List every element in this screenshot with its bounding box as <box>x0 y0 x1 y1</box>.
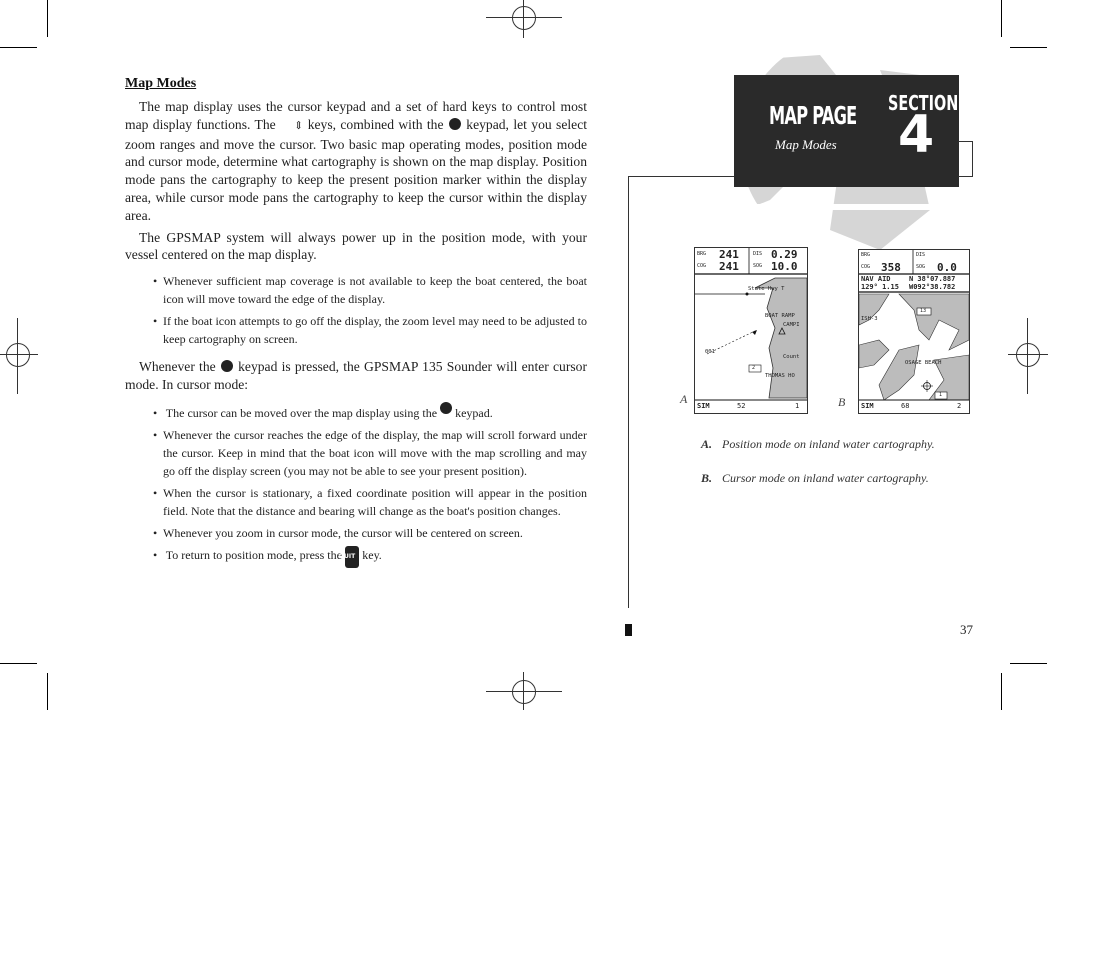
brg-value: 241 <box>719 248 739 261</box>
crop-mark <box>1001 0 1002 37</box>
tab-notch <box>958 141 973 177</box>
screen-label-a: A <box>680 392 688 406</box>
crop-mark <box>0 47 37 48</box>
sog-value: 10.0 <box>771 260 798 273</box>
paragraph-cursor-mode: Whenever the keypad is pressed, the GPSMAP 135 Sounder will enter cursor mode. In cursor mode: <box>125 359 587 392</box>
quit-key-icon: QUIT <box>345 546 359 568</box>
crop-mark <box>0 663 37 664</box>
map-label: 001 <box>705 349 715 355</box>
crop-mark <box>47 673 48 710</box>
cursor-keypad-icon <box>221 360 233 372</box>
list-item: • The cursor can be moved over the map display using the keypad. <box>153 402 587 422</box>
cog-label: COG <box>861 264 871 270</box>
caption-a: A. Position mode on inland water cartography. <box>701 437 935 451</box>
list-item: • Whenever sufficient map coverage is not available to keep the boat centered, the boat icon will move toward the edge of the display. <box>153 272 587 308</box>
dis-value: 0.29 <box>771 248 798 261</box>
margin-mark <box>625 624 632 636</box>
map-label: 1 <box>939 392 943 398</box>
gps-screen-position-mode <box>694 247 808 414</box>
footer-right: 2 <box>957 402 962 410</box>
map-label: 13 <box>920 308 927 314</box>
map-label: OSAGE BEACH <box>905 360 942 366</box>
dis-label: DIS <box>916 252 926 258</box>
gps-screen-cursor-mode <box>858 249 970 414</box>
paragraph-intro: The map display uses the cursor keypad and a set of hard keys to control most map display functions. The ⇕ keys, combined with the keypad, let you select zoom ranges and move the cursor. Two basic map operating modes, position mode and cursor mode, determine what cartography is shown on the map display. Position mode pans the cartography to keep the present position marker within the display area, while cursor mode pans the cartography to keep the cursor within the display area. <box>125 99 588 223</box>
brg-label: BRG <box>861 252 871 258</box>
screen-label-b: B <box>838 395 846 409</box>
column-rule <box>628 176 629 608</box>
section-number: 4 <box>898 105 935 165</box>
list-item: • When the cursor is stationary, a fixed coordinate position will appear in the position field. Note that the distance and bearing will change as the boat's position changes. <box>153 484 587 520</box>
bullet-list-cursor-mode <box>153 402 587 568</box>
map-label: ISH-3 <box>861 316 878 322</box>
list-item: • If the boat icon attempts to go off the display, the zoom level may need to be adjusted to keep cartography on screen. <box>153 312 587 348</box>
latitude: N 38°07.887 <box>909 275 956 283</box>
brg-label: BRG <box>697 251 707 257</box>
caption-b: B. Cursor mode on inland water cartography. <box>701 471 929 485</box>
nav-aid-label: NAV AID <box>861 275 891 283</box>
list-item: • To return to position mode, press the QUIT key. <box>153 546 587 568</box>
crop-mark <box>1010 47 1047 48</box>
map-label: 2 <box>752 365 756 371</box>
footer-left: SIM <box>861 402 874 410</box>
bearing-distance: 129° 1.15 <box>861 283 899 291</box>
dis-label: DIS <box>753 251 763 257</box>
bullet-list-position-mode <box>153 272 587 348</box>
longitude: W092°38.782 <box>909 283 956 291</box>
map-label: THOMAS HO <box>765 373 795 379</box>
map-label: BOAT RAMP <box>765 313 795 319</box>
tab-title: MAP PAGE <box>769 101 857 130</box>
paragraph-power-up: The GPSMAP system will always power up in the position mode, with your vessel centered on the map display. <box>125 229 587 263</box>
cog-value: 358 <box>881 261 901 274</box>
crop-mark <box>47 0 48 37</box>
tab-subtitle: Map Modes <box>775 137 837 152</box>
footer-mid: 52 <box>737 402 746 410</box>
up-down-arrow-icon: ⇕ <box>294 119 304 132</box>
map-label: CAMPI <box>783 322 800 328</box>
section-label: SECTION <box>888 91 959 115</box>
cog-value: 241 <box>719 260 739 273</box>
sog-value: 0.0 <box>937 261 957 274</box>
cursor-keypad-icon <box>440 402 452 414</box>
crop-mark <box>1001 673 1002 710</box>
cursor-keypad-icon <box>449 118 461 130</box>
footer-right: 1 <box>795 402 800 410</box>
footer-left: SIM <box>697 402 710 410</box>
map-label: Count <box>783 354 800 360</box>
page-number: 37 <box>960 622 973 637</box>
list-item: • Whenever you zoom in cursor mode, the cursor will be centered on screen. <box>153 524 587 542</box>
section-heading: Map Modes <box>125 76 197 91</box>
main-text-column <box>125 76 587 578</box>
sog-label: SOG <box>916 264 926 270</box>
section-tab <box>734 75 959 187</box>
sog-label: SOG <box>753 263 763 269</box>
list-item: • Whenever the cursor reaches the edge of the display, the map will scroll forward under the cursor. Keep in mind that the boat icon will move with the map scrolling and may go off the display screen (you may not be able to see your present position). <box>153 426 587 480</box>
map-label: State Hwy T <box>748 286 785 292</box>
footer-mid: 68 <box>901 402 910 410</box>
cog-label: COG <box>697 263 707 269</box>
crop-mark <box>1010 663 1047 664</box>
